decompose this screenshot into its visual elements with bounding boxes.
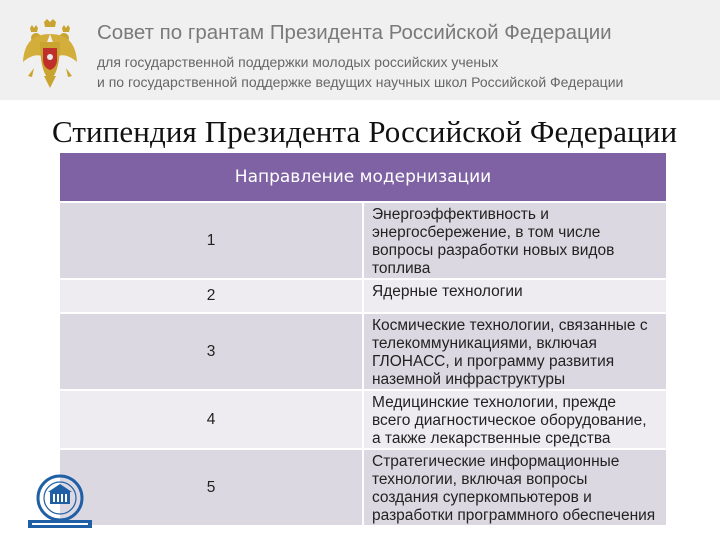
row-text: Энергоэффективность и энергосбережение, в том числе вопросы разработки новых видов топлива bbox=[363, 202, 666, 279]
council-subtitle-line2: и по государственной поддержке ведущих научных школ Российской Федерации bbox=[97, 74, 624, 90]
council-header bbox=[0, 0, 720, 100]
modernization-table bbox=[60, 153, 666, 525]
table-row bbox=[60, 449, 666, 525]
row-text: Стратегические информационные технологии, включая вопросы создания суперкомпьютеров и разработки программного обеспечения bbox=[363, 449, 666, 525]
table-row bbox=[60, 279, 666, 313]
table-header-row bbox=[60, 153, 666, 202]
row-number: 4 bbox=[60, 390, 363, 449]
council-title: Совет по грантам Президента Российской Федерации bbox=[97, 21, 612, 44]
row-number: 2 bbox=[60, 279, 363, 313]
university-logo-icon bbox=[22, 472, 98, 530]
row-number: 1 bbox=[60, 202, 363, 279]
council-subtitle-line1: для государственной поддержки молодых российских ученых bbox=[97, 54, 499, 70]
slide-title: Стипендия Президента Российской Федерации bbox=[52, 114, 678, 149]
row-text: Медицинские технологии, прежде всего диагностическое оборудование, а также лекарственные средства bbox=[363, 390, 666, 449]
table-row bbox=[60, 313, 666, 390]
table-row bbox=[60, 202, 666, 279]
row-number: 5 bbox=[60, 449, 363, 525]
table-header: Направление модернизации bbox=[60, 153, 666, 202]
row-text: Ядерные технологии bbox=[363, 279, 666, 313]
row-number: 3 bbox=[60, 313, 363, 390]
table-row bbox=[60, 390, 666, 449]
row-text: Космические технологии, связанные с телекоммуникациями, включая ГЛОНАСС, и программу развития наземной инфраструктуры bbox=[363, 313, 666, 390]
coat-of-arms-icon bbox=[22, 18, 78, 90]
